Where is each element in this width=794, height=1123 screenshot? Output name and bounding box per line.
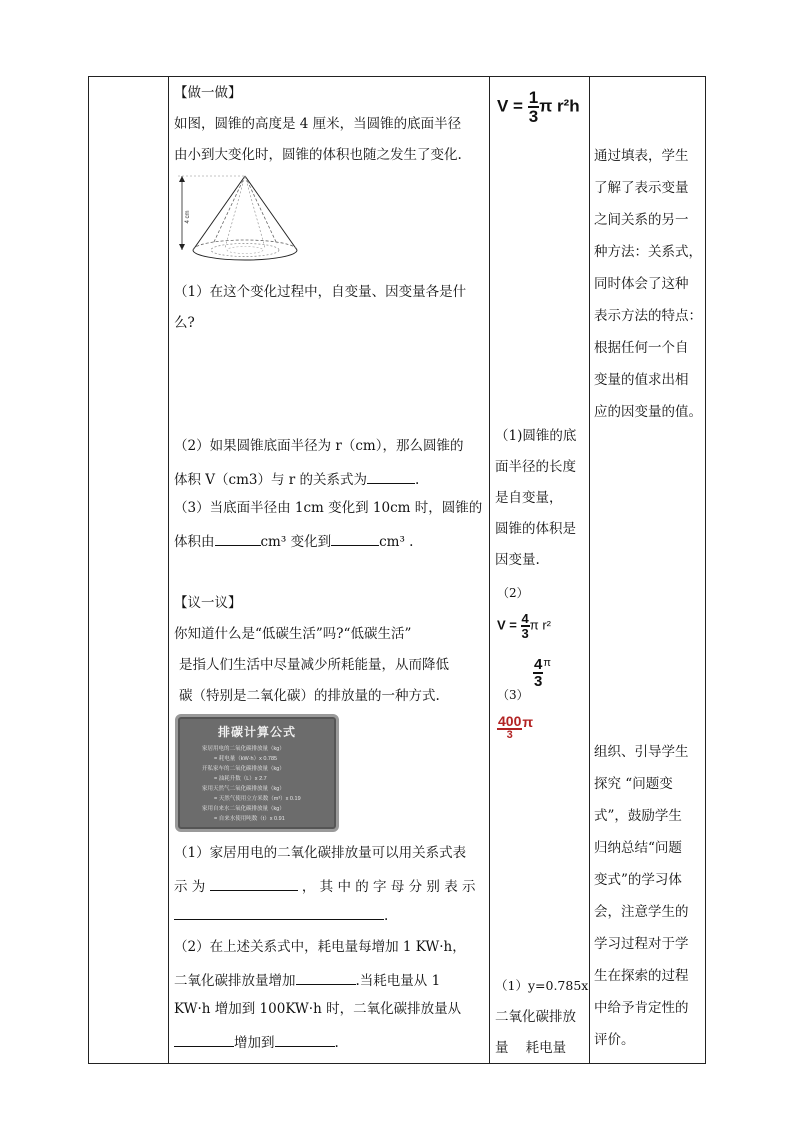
answer-blank[interactable] bbox=[275, 1032, 335, 1047]
discuss-line-2: 是指人们生活中尽量减少所耗能量，从而降低 bbox=[179, 657, 449, 673]
carbon-formula-board bbox=[175, 714, 339, 832]
discuss-question-2-line-2: 二氧化碳排放量增加 .当耗电量从 1 bbox=[174, 970, 440, 989]
board-line: = 天然气使用立方米数（m³）x 0.19 bbox=[214, 796, 301, 802]
discuss-line-1: 你知道什么是“低碳生活”吗?“低碳生活” bbox=[174, 626, 412, 642]
question-2-line-1: （2）如果圆锥底面半径为 r（cm），那么圆锥的 bbox=[174, 438, 464, 454]
note-2-line: 变式”的学习体 bbox=[594, 872, 682, 888]
column-divider bbox=[489, 77, 490, 1063]
discuss-question-1-line-2: 示 为 ， 其 中 的 字 母 分 别 表 示 bbox=[174, 876, 476, 895]
fraction: $\frac{400}{3}$ bbox=[498, 713, 522, 741]
answer-blank[interactable] bbox=[296, 970, 356, 985]
discuss-question-2-line-4: 增加到 . bbox=[174, 1032, 339, 1051]
note-2-line: 评价。 bbox=[594, 1032, 635, 1048]
note-1-line: 应的因变量的值。 bbox=[594, 404, 702, 420]
note-1-line: 根据任何一个自 bbox=[594, 340, 689, 356]
answer-blank[interactable] bbox=[174, 905, 384, 920]
discuss-question-1-line-3: . bbox=[174, 905, 388, 924]
discuss-question-2-line-1: （2）在上述关系式中，耗电量每增加 1 KW·h， bbox=[174, 939, 466, 955]
note-2-line: 式”，鼓励学生 bbox=[594, 808, 682, 824]
note-2-line: 归纳总结“问题 bbox=[594, 840, 682, 856]
answer-2-label: （2） bbox=[497, 586, 529, 600]
answer-2-formula: V = $\frac{4}{3}$ π r² bbox=[497, 611, 551, 641]
column-divider bbox=[168, 77, 169, 1063]
note-2-line: 生在探索的过程 bbox=[594, 968, 689, 984]
note-1-line: 种方法：关系式， bbox=[594, 244, 702, 260]
discuss-question-2-line-3: KW·h 增加到 100KW·h 时，二氧化碳排放量从 bbox=[174, 1001, 462, 1017]
question-1-line-1: （1）在这个变化过程中，自变量、因变量各是什 bbox=[174, 284, 467, 300]
note-2-line: 学习过程对于学 bbox=[594, 936, 689, 952]
question-3-line-1: （3）当底面半径由 1cm 变化到 10cm 时，圆锥的 bbox=[174, 500, 483, 516]
answer-blank[interactable] bbox=[331, 531, 379, 546]
answer-blank[interactable] bbox=[367, 469, 415, 484]
board-line: = 耗电量（kW·h）x 0.785 bbox=[214, 756, 278, 762]
answer-blank[interactable] bbox=[210, 876, 298, 891]
note-1-line: 表示方法的特点： bbox=[594, 308, 702, 324]
answer-1-line: 面半径的长度 bbox=[495, 459, 576, 475]
answer-b-line: 二氧化碳排放 bbox=[495, 1009, 576, 1025]
note-1-line: 了解了表示变量 bbox=[594, 180, 689, 196]
intro-line-2: 由小到大变化时，圆锥的体积也随之发生了变化. bbox=[174, 147, 462, 163]
note-2-line: 会，注意学生的 bbox=[594, 904, 689, 920]
fraction: $\frac{4}{3}$ bbox=[521, 611, 529, 641]
question-3-line-2: 体积由 cm³ 变化到 cm³ . bbox=[174, 531, 413, 550]
note-1-line: 同时体会了这种 bbox=[594, 276, 689, 292]
answer-blank[interactable] bbox=[215, 531, 261, 546]
board-line: 开私家车的二氧化碳排放量（kg） bbox=[202, 766, 285, 772]
answer-b-line: （1）y=0.785x bbox=[495, 978, 589, 993]
answer-1-line: 圆锥的体积是 bbox=[495, 521, 576, 537]
question-2-line-2: 体积 V（cm3）与 r 的关系式为 . bbox=[174, 469, 419, 488]
discuss-line-3: 碳（特别是二氧化碳）的排放量的一种方式. bbox=[179, 688, 440, 704]
answer-3-label: （3） bbox=[497, 688, 529, 702]
board-line: 家居用电的二氧化碳排放量（kg） bbox=[202, 746, 285, 752]
answer-1-line: 因变量. bbox=[495, 552, 540, 568]
section-title-discuss: 【议一议】 bbox=[174, 595, 242, 611]
board-title: 排碳计算公式 bbox=[217, 725, 296, 739]
note-1-line: 通过填表，学生 bbox=[594, 148, 689, 164]
note-1-line: 之间关系的另一 bbox=[594, 212, 689, 228]
note-2-line: 中给予肯定性的 bbox=[594, 1000, 689, 1016]
cone-figure bbox=[176, 172, 306, 266]
board-line: 家用天然气二氧化碳排放量（kg） bbox=[202, 786, 285, 792]
fraction: $\frac{1}{3}$ bbox=[528, 88, 539, 126]
board-line: = 自来水使用吨数（t）x 0.91 bbox=[214, 816, 285, 822]
intro-line-1: 如图，圆锥的高度是 4 厘米，当圆锥的底面半径 bbox=[174, 116, 462, 132]
question-1-line-2: 么? bbox=[174, 315, 195, 331]
section-title-try: 【做一做】 bbox=[174, 85, 242, 101]
column-divider bbox=[589, 77, 590, 1063]
note-2-line: 探究 “问题变 bbox=[594, 776, 673, 792]
note-1-line: 变量的值求出相 bbox=[594, 372, 689, 388]
answer-1-line: （1)圆锥的底 bbox=[495, 428, 577, 444]
answer-3-value-min: $\frac{4}{3}$ $^\pi$ bbox=[534, 656, 551, 690]
board-line: 家用自来水二氧化碳排放量（kg） bbox=[202, 806, 285, 812]
answer-blank[interactable] bbox=[174, 1032, 234, 1047]
note-2-line: 组织、引导学生 bbox=[594, 744, 689, 760]
cone-height-label: 4 cm bbox=[185, 210, 191, 224]
discuss-question-1-line-1: （1）家居用电的二氧化碳排放量可以用关系式表 bbox=[174, 845, 467, 861]
answer-3-value-max: $\frac{400}{3}$ π bbox=[498, 713, 534, 741]
cone-volume-formula: V = $\frac{1}{3}$ π r²h bbox=[497, 88, 580, 126]
board-line: = 油耗升数（L）x 2.7 bbox=[214, 776, 267, 782]
answer-1-line: 是自变量， bbox=[495, 490, 563, 506]
fraction: $\frac{4}{3}$ bbox=[534, 656, 543, 690]
answer-b-line: 量 耗电量 bbox=[495, 1040, 567, 1056]
